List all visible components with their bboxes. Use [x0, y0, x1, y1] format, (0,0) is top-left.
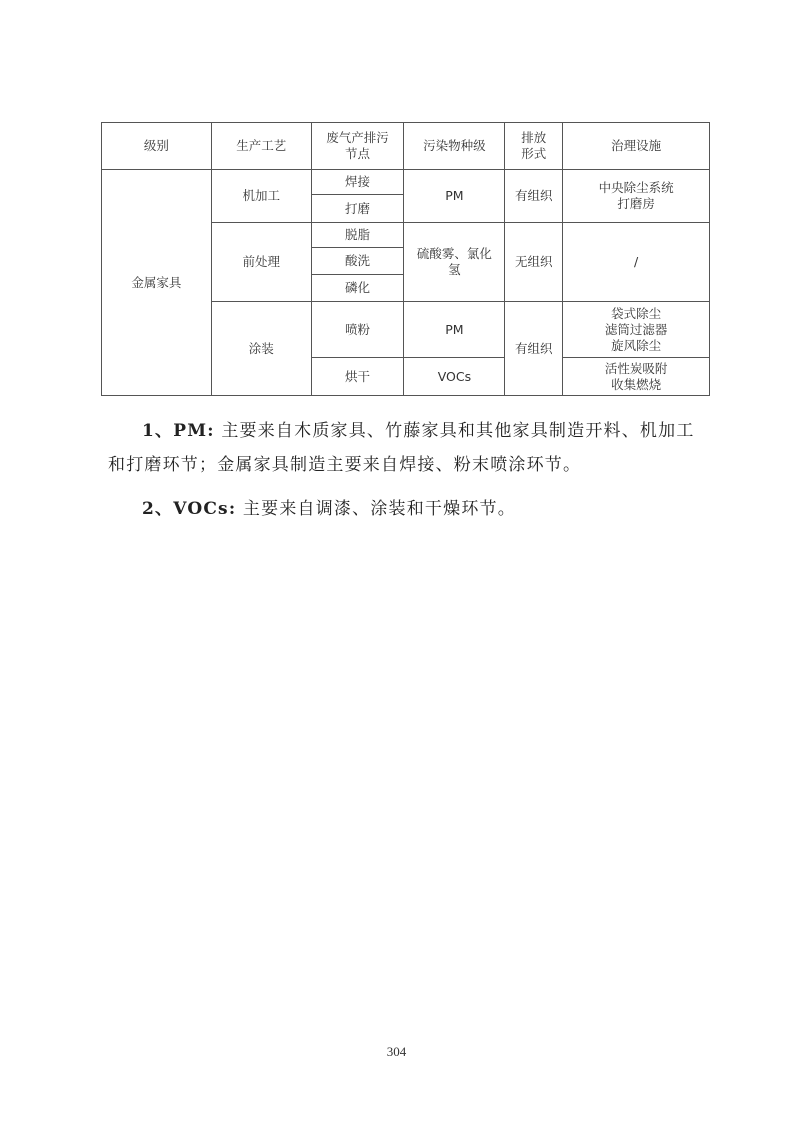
emission-point-cell: 磷化: [311, 275, 404, 302]
emission-point-cell: 酸洗: [311, 248, 404, 275]
paragraph-label: 1、PM:: [142, 421, 215, 441]
paragraph-vocs: [108, 492, 708, 526]
process-cell: 机加工: [211, 170, 311, 223]
discharge-cell: 有组织: [505, 302, 563, 396]
header-process: 生产工艺: [211, 123, 311, 170]
pollution-table: [101, 122, 710, 396]
table-row: [102, 170, 710, 195]
paragraph-pm: [108, 414, 708, 482]
pollutant-cell: PM: [404, 170, 505, 223]
treatment-cell: 中央除尘系统 打磨房: [563, 170, 710, 223]
process-cell: 涂装: [211, 302, 311, 396]
header-pollutant-type: 污染物种级: [404, 123, 505, 170]
discharge-cell: 无组织: [505, 223, 563, 302]
emission-point-cell: 喷粉: [311, 302, 404, 358]
table-header-row: [102, 123, 710, 170]
paragraph-label: 2、VOCs:: [142, 499, 237, 519]
header-discharge-form: 排放 形式: [505, 123, 563, 170]
discharge-cell: 有组织: [505, 170, 563, 223]
emission-point-cell: 焊接: [311, 170, 404, 195]
page-number: 304: [386, 1044, 407, 1059]
treatment-cell: /: [563, 223, 710, 302]
pollutant-cell: PM: [404, 302, 505, 358]
treatment-cell: 活性炭吸附 收集燃烧: [563, 358, 710, 396]
paragraph-text: 主要来自木质家具、竹藤家具和其他家具制造开料、机加工和打磨环节；金属家具制造主要来自焊接、粉末喷涂环节。: [108, 421, 695, 475]
emission-point-cell: 脱脂: [311, 223, 404, 248]
treatment-cell: 袋式除尘 滤筒过滤器 旋风除尘: [563, 302, 710, 358]
emission-point-cell: 打磨: [311, 195, 404, 223]
process-cell: 前处理: [211, 223, 311, 302]
header-treatment: 治理设施: [563, 123, 710, 170]
header-level: 级别: [102, 123, 212, 170]
paragraph-text: 主要来自调漆、涂装和干燥环节。: [236, 499, 516, 519]
pollutant-cell: VOCs: [404, 358, 505, 396]
header-emission-point: 废气产排污 节点: [311, 123, 404, 170]
pollutant-cell: 硫酸雾、氯化 氢: [404, 223, 505, 302]
category-cell: 金属家具: [102, 170, 212, 396]
emission-point-cell: 烘干: [311, 358, 404, 396]
